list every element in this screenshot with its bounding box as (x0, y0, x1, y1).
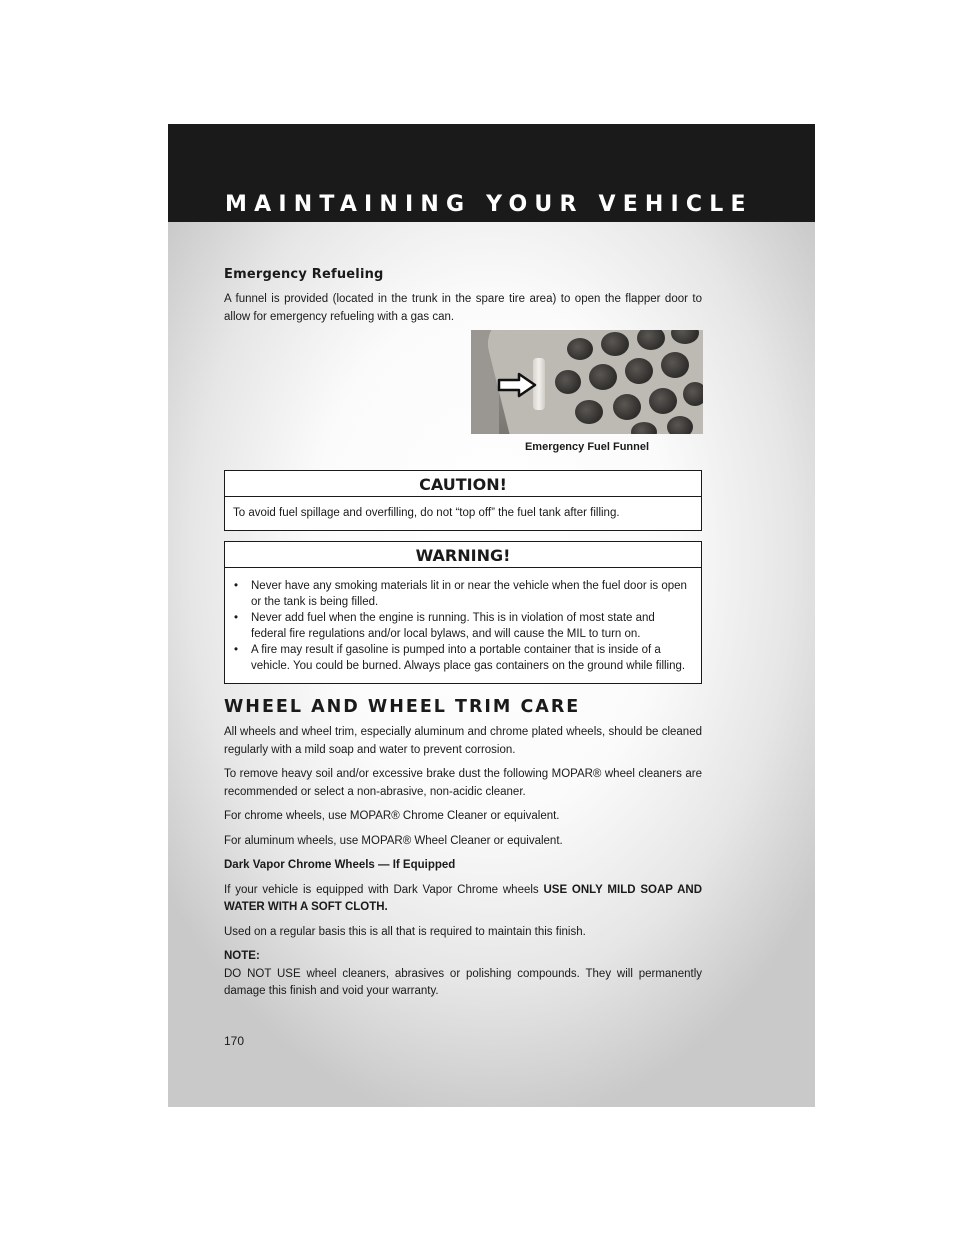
page-content (224, 267, 702, 1001)
wheel-care-heading: WHEEL AND WHEEL TRIM CARE (224, 697, 581, 717)
arrow-icon (497, 372, 537, 403)
manual-page (168, 124, 815, 1107)
dark-vapor-subheading: Dark Vapor Chrome Wheels — If Equipped (224, 859, 456, 871)
warning-item: • A fire may result if gasoline is pumped into a portable container that is inside of a vehicle. You could be burned. Always place gas containers on the ground while filling. (233, 642, 693, 674)
warning-list (233, 578, 693, 674)
warning-body (225, 568, 701, 683)
wheel-paragraph-2: To remove heavy soil and/or excessive brake dust the following MOPAR® wheel cleaners are recommended or select a non-abrasive, non-acidic cleaner. (224, 768, 702, 798)
wheel-paragraph-3: For chrome wheels, use MOPAR® Chrome Cleaner or equivalent. (224, 810, 560, 822)
wheel-paragraph-5 (224, 882, 702, 917)
p5-lead: If your vehicle is equipped with Dark Vapor Chrome wheels (224, 883, 544, 896)
emergency-refueling-heading: Emergency Refueling (224, 267, 384, 282)
caution-box (224, 470, 702, 531)
warning-item: • Never have any smoking materials lit in or near the vehicle when the fuel door is open or the tank is being filled. (233, 578, 693, 610)
fuel-funnel-photo (471, 330, 703, 434)
figure-caption: Emergency Fuel Funnel (524, 441, 650, 453)
warning-title: WARNING! (225, 542, 701, 568)
note-label: NOTE: (224, 950, 260, 962)
chapter-title: MAINTAINING YOUR VEHICLE (225, 192, 753, 217)
warning-box (224, 541, 702, 684)
caution-title: CAUTION! (225, 471, 701, 497)
emergency-refueling-paragraph: A funnel is provided (located in the trunk in the spare tire area) to open the flapper door to allow for emergency refueling with a gas can. (224, 293, 702, 323)
wheel-paragraph-1: All wheels and wheel trim, especially aluminum and chrome plated wheels, should be cleaned regularly with a mild soap and water to prevent corrosion. (224, 726, 702, 756)
wheel-paragraph-6: Used on a regular basis this is all that is required to maintain this finish. (224, 925, 586, 938)
caution-text: To avoid fuel spillage and overfilling, do not “top off” the fuel tank after filling. (233, 507, 620, 519)
p5-emphasis: USE ONLY MILD SOAP AND WATER WITH A SOFT CLOTH. (224, 883, 702, 913)
warning-item: • Never add fuel when the engine is running. This is in violation of most state and federal fire regulations and/or local bylaws, and will cause the MIL to turn on. (233, 610, 693, 642)
wheel-paragraph-4: For aluminum wheels, use MOPAR® Wheel Cleaner or equivalent. (224, 834, 563, 847)
chapter-header (168, 124, 815, 222)
page-number: 170 (224, 1034, 245, 1048)
fuel-funnel-figure (224, 330, 702, 470)
note-text: DO NOT USE wheel cleaners, abrasives or polishing compounds. They will permanently damage this finish and void your warranty. (224, 967, 702, 997)
